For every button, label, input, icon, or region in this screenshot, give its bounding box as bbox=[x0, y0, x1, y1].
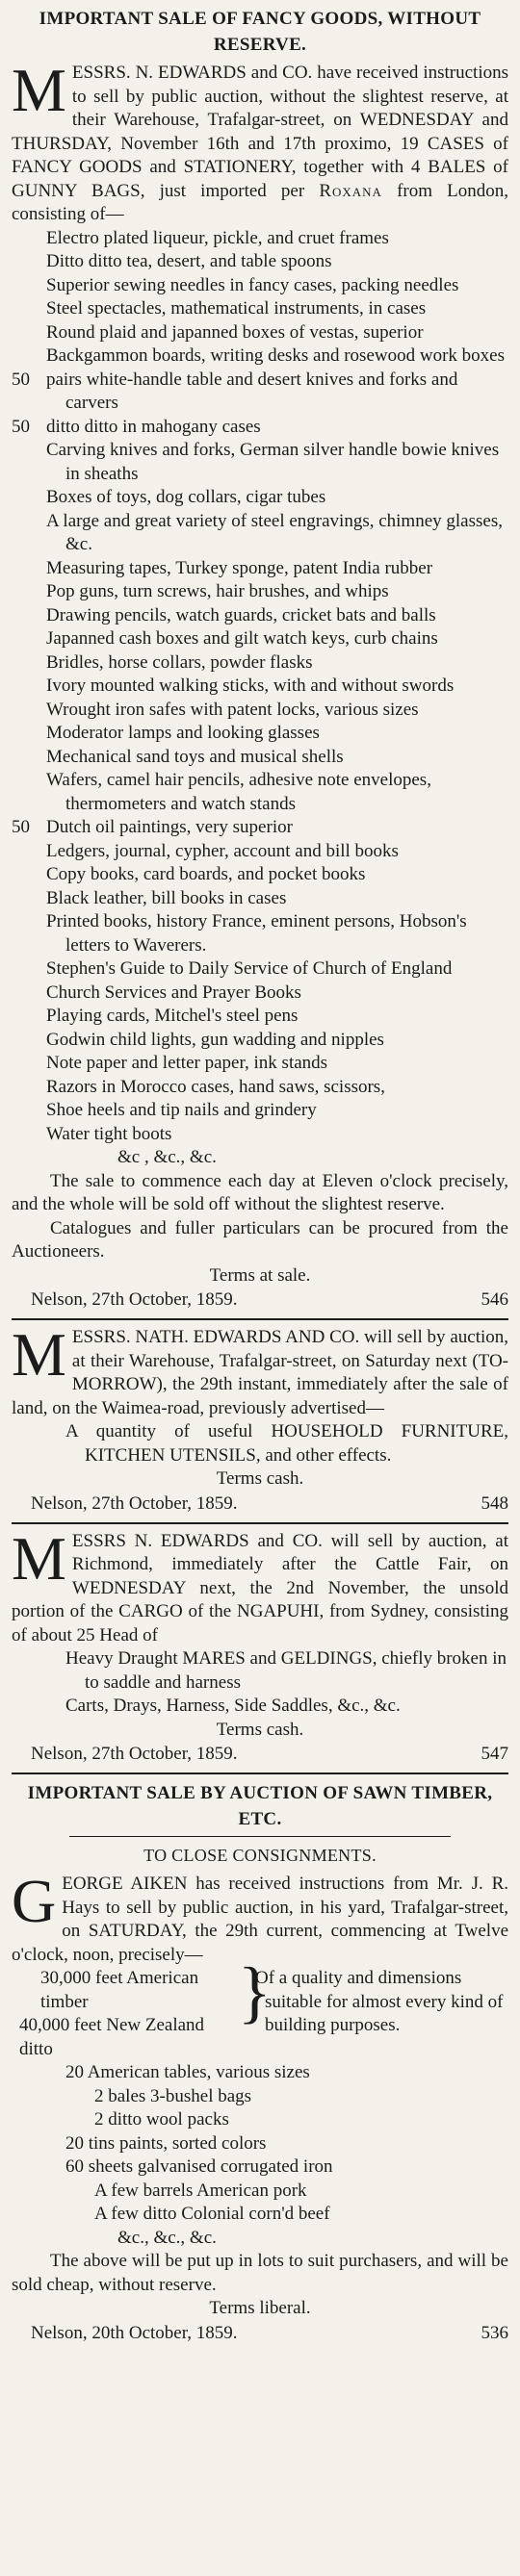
closing-paragraph: The above will be put up in lots to suit purchasers, and will be sold cheap, without reserve. bbox=[12, 2251, 508, 2295]
item-text: Backgammon boards, writing desks and rosewood work boxes bbox=[46, 345, 505, 366]
goods-list-item bbox=[12, 910, 508, 957]
advert-number: 547 bbox=[481, 1744, 508, 1764]
goods-list-item bbox=[12, 274, 508, 298]
advert-household-furniture bbox=[12, 1320, 508, 1517]
date: Nelson, 27th October, 1859. bbox=[31, 1744, 238, 1764]
quantity: 50 bbox=[12, 817, 30, 837]
advert-number: 546 bbox=[481, 1289, 508, 1310]
advert-lead-paragraph bbox=[12, 56, 508, 227]
item-text: Electro plated liqueur, pickle, and cruet frames bbox=[46, 227, 389, 248]
item: Carts, Drays, Harness, Side Saddles, &c., &c. bbox=[65, 1696, 401, 1716]
goods-list-item: 20 tins paints, sorted colors bbox=[65, 2132, 267, 2154]
advert-heading: IMPORTANT SALE BY AUCTION OF SAWN TIMBER, ETC. bbox=[27, 1783, 493, 1829]
item-text: Church Services and Prayer Books bbox=[46, 982, 301, 1003]
goods-list-item bbox=[12, 486, 508, 510]
item-text: Mechanical sand toys and musical shells bbox=[46, 746, 344, 767]
item-text: Steel spectacles, mathematical instruments, in cases bbox=[46, 298, 427, 319]
goods-list-item bbox=[12, 557, 508, 581]
date: Nelson, 27th October, 1859. bbox=[31, 1289, 238, 1310]
goods-list-item: A few barrels American pork bbox=[94, 2180, 307, 2201]
dateline bbox=[12, 1742, 508, 1767]
quantity: 50 bbox=[12, 416, 30, 437]
goods-list-item bbox=[12, 651, 508, 676]
goods-list-item: A few ditto Colonial corn'd beef bbox=[94, 2204, 330, 2224]
goods-list-item bbox=[12, 722, 508, 746]
sale-time-paragraph: The sale to commence each day at Eleven o'clock precisely, and the whole will be sold off without the slightest reserve. bbox=[12, 1170, 508, 1214]
date: Nelson, 20th October, 1859. bbox=[31, 2322, 238, 2343]
goods-list-item bbox=[12, 816, 508, 840]
item-text: A large and great variety of steel engravings, chimney glasses, &c. bbox=[46, 510, 503, 554]
terms: Terms liberal. bbox=[209, 2298, 311, 2318]
item-text: Shoe heels and tip nails and grindery bbox=[46, 1100, 317, 1120]
goods-list-item: 2 bales 3-bushel bags bbox=[94, 2085, 252, 2106]
goods-list-item bbox=[12, 675, 508, 699]
drop-cap: M bbox=[12, 1523, 66, 1593]
terms: Terms cash. bbox=[216, 1468, 304, 1489]
item-text: Pop guns, turn screws, hair brushes, and whips bbox=[46, 581, 389, 601]
quantity: 50 bbox=[12, 369, 30, 390]
item-text: Water tight boots bbox=[46, 1123, 172, 1144]
item-text: Copy books, card boards, and pocket books bbox=[46, 864, 366, 884]
goods-list-item bbox=[12, 746, 508, 770]
dateline bbox=[12, 1288, 508, 1313]
lead-text: ESSRS. NATH. EDWARDS AND CO. will sell by auction, at their Warehouse, Trafalgar-street, on Saturday next (TO-MORROW), the 29th instant, immediately after the sale of land, on the Waimea-road, previously advertised— bbox=[12, 1327, 508, 1418]
timber-items bbox=[12, 1967, 238, 2061]
timber-note: Of a quality and dimensions suitable for almost every kind of building purposes. bbox=[255, 1968, 504, 2035]
item-text: ditto ditto in mahogany cases bbox=[46, 416, 261, 437]
advert-number: 536 bbox=[481, 2322, 508, 2343]
drop-cap: M bbox=[12, 1320, 66, 1389]
goods-list-item bbox=[12, 769, 508, 816]
advert-cargo-horses bbox=[12, 1523, 508, 1768]
item-text: Drawing pencils, watch guards, cricket bats and balls bbox=[46, 604, 436, 625]
item-text: Japanned cash boxes and gilt watch keys, curb chains bbox=[46, 628, 438, 649]
goods-list bbox=[12, 227, 508, 1147]
advert-fancy-goods bbox=[12, 6, 508, 1313]
divider bbox=[12, 1318, 508, 1320]
item-text: Dutch oil paintings, very superior bbox=[46, 817, 293, 837]
item-text: Ditto ditto tea, desert, and table spoons bbox=[46, 251, 332, 271]
timber-group bbox=[12, 1953, 508, 2061]
dateline bbox=[12, 1492, 508, 1517]
terms: Terms at sale. bbox=[209, 1264, 311, 1286]
goods-list-item bbox=[12, 1123, 508, 1147]
goods-list-item: 60 sheets galvanised corrugated iron bbox=[65, 2156, 333, 2177]
advert-subheading: TO CLOSE CONSIGNMENTS. bbox=[143, 1846, 377, 1865]
goods-list-item bbox=[12, 250, 508, 274]
terms: Terms cash. bbox=[216, 1719, 304, 1740]
goods-list-item bbox=[12, 1029, 508, 1053]
goods-list-item bbox=[12, 1052, 508, 1076]
goods-list-item bbox=[12, 604, 508, 628]
date: Nelson, 27th October, 1859. bbox=[31, 1492, 238, 1514]
item-text: Razors in Morocco cases, hand saws, scissors, bbox=[46, 1076, 385, 1097]
goods-list-item bbox=[12, 982, 508, 1006]
etc-line: &c , &c., &c. bbox=[117, 1147, 217, 1167]
drop-cap: M bbox=[12, 56, 66, 124]
item-text: Bridles, horse collars, powder flasks bbox=[46, 651, 313, 673]
goods-list-item bbox=[12, 863, 508, 887]
goods-list bbox=[12, 2061, 508, 2250]
advert-sawn-timber bbox=[12, 1780, 508, 2346]
goods-list-item bbox=[12, 1005, 508, 1029]
item-text: Note paper and letter paper, ink stands bbox=[46, 1053, 328, 1073]
item-text: Printed books, history France, eminent persons, Hobson's letters to Waverers. bbox=[46, 911, 467, 956]
goods-list-item bbox=[12, 369, 508, 416]
goods-list-item bbox=[12, 297, 508, 321]
lead-text: ESSRS N. EDWARDS and CO. will sell by auction, at Richmond, immediately after the Cattle Fair, on WEDNESDAY next, the 2nd November, the unsold portion of the CARGO of the NGAPUHI, from Sydney, consisting of about 25 Head of bbox=[12, 1530, 508, 1645]
item: Heavy Draught MARES and GELDINGS, chiefly broken in to saddle and harness bbox=[65, 1648, 507, 1693]
goods-list-item bbox=[12, 1076, 508, 1100]
item-text: Ledgers, journal, cypher, account and bill books bbox=[46, 840, 399, 861]
goods-list-item bbox=[12, 580, 508, 604]
goods-list-item bbox=[12, 321, 508, 345]
item-text: Wrought iron safes with patent locks, various sizes bbox=[46, 699, 419, 720]
item-text: Wafers, camel hair pencils, adhesive note envelopes, thermometers and watch stands bbox=[46, 770, 431, 814]
advert-lead-paragraph bbox=[12, 1523, 508, 1648]
divider bbox=[12, 1773, 508, 1774]
item-text: Round plaid and japanned boxes of vestas, superior bbox=[46, 321, 424, 343]
item-text: Ivory mounted walking sticks, with and without swords bbox=[46, 676, 455, 696]
divider bbox=[12, 1522, 508, 1524]
goods-list-item bbox=[12, 510, 508, 557]
goods-list-item bbox=[12, 227, 508, 251]
item-text: Godwin child lights, gun wadding and nipples bbox=[46, 1029, 384, 1050]
goods-list-item bbox=[12, 1099, 508, 1123]
timber-item: 30,000 feet American timber bbox=[40, 1968, 199, 2012]
goods-list-item bbox=[12, 344, 508, 369]
goods-list-item: 2 ditto wool packs bbox=[94, 2109, 229, 2130]
item-text: Playing cards, Mitchel's steel pens bbox=[46, 1006, 299, 1026]
lead-text: ESSRS. N. EDWARDS and CO. have received instructions to sell by public auction, without the slightest reserve, at their Warehouse, Trafalgar-street, on WEDNESDAY and THURSDAY, November 16th and 17th proximo, 19 CASES of FANCY GOODS and STATIONERY, together with 4 BALES of GUNNY BAGS, just imported per bbox=[12, 63, 508, 201]
goods-list-item bbox=[12, 957, 508, 982]
dateline bbox=[12, 2321, 508, 2346]
goods-list-item: &c., &c., &c. bbox=[117, 2227, 217, 2248]
item-text: Stephen's Guide to Daily Service of Church of England bbox=[46, 958, 453, 979]
advert-number: 548 bbox=[481, 1492, 508, 1514]
goods-list-item bbox=[12, 416, 508, 440]
item-text: pairs white-handle table and desert knives and forks and carvers bbox=[46, 369, 458, 413]
timber-item: 40,000 feet New Zealand ditto bbox=[19, 2015, 205, 2059]
advert-lead-paragraph bbox=[12, 1320, 508, 1420]
item-text: Carving knives and forks, German silver handle bowie knives in sheaths bbox=[46, 440, 500, 484]
lead-text: EORGE AIKEN has received instructions from Mr. J. R. Hays to sell by public auction, in his yard, Trafalgar-street, on SATURDAY, the 29th current, commencing at Twelve o'clock, noon, precisely— bbox=[12, 1874, 508, 1965]
goods-list-item bbox=[12, 887, 508, 911]
advert-heading: IMPORTANT SALE OF FANCY GOODS, WITHOUT RESERVE. bbox=[39, 9, 481, 55]
goods-list-item bbox=[12, 627, 508, 651]
item: A quantity of useful HOUSEHOLD FURNITURE, KITCHEN UTENSILS, and other effects. bbox=[65, 1421, 508, 1466]
goods-list-item: 20 American tables, various sizes bbox=[65, 2062, 310, 2082]
ship-name: Roxana bbox=[319, 180, 382, 201]
item-text: Black leather, bill books in cases bbox=[46, 887, 287, 908]
drop-cap: G bbox=[12, 1867, 57, 1935]
goods-list-item bbox=[12, 439, 508, 486]
goods-list-item bbox=[12, 699, 508, 723]
catalogue-paragraph: Catalogues and fuller particulars can be procured from the Auctioneers. bbox=[12, 1217, 508, 1262]
short-rule bbox=[69, 1836, 451, 1837]
item-text: Moderator lamps and looking glasses bbox=[46, 723, 320, 743]
lead-text-end: from London, consisting of— bbox=[12, 180, 508, 224]
item-text: Measuring tapes, Turkey sponge, patent India rubber bbox=[46, 557, 433, 578]
item-text: Boxes of toys, dog collars, cigar tubes bbox=[46, 487, 326, 507]
brace: } bbox=[238, 1953, 272, 2030]
goods-list-item bbox=[12, 840, 508, 864]
item-text: Superior sewing needles in fancy cases, packing needles bbox=[46, 274, 459, 295]
